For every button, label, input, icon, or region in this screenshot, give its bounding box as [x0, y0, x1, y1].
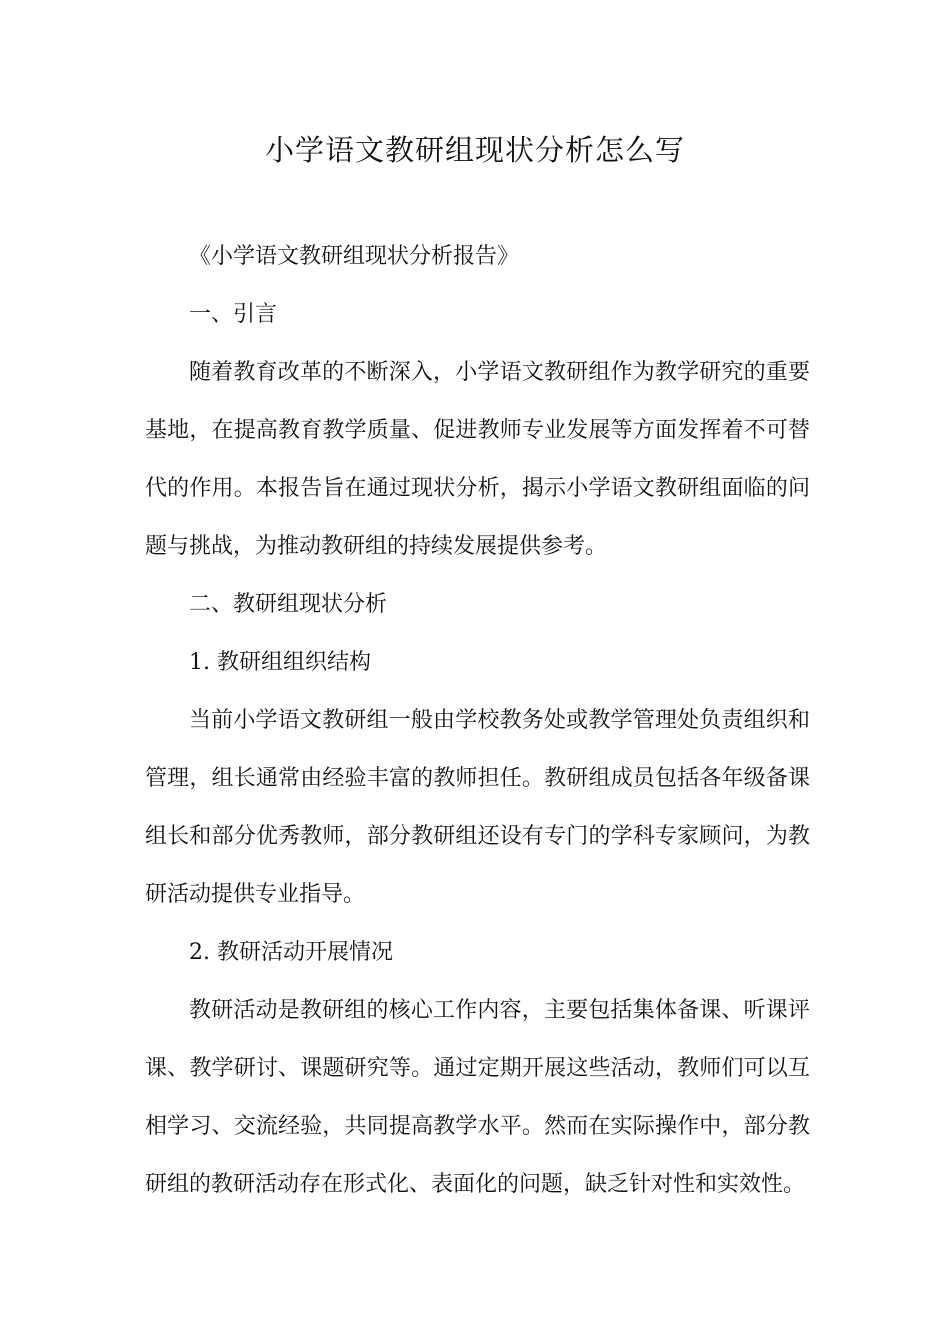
section-heading-intro: 一、引言	[189, 302, 278, 327]
section-heading-analysis: 二、教研组现状分析	[189, 592, 388, 617]
subsection-heading-activities: 2. 教研活动开展情况	[189, 940, 393, 965]
page-title: 小学语文教研组现状分析怎么写	[264, 133, 685, 167]
report-title: 《小学语文教研组现状分析报告》	[189, 244, 520, 269]
paragraph-intro: 随着教育改革的不断深入，小学语文教研组作为教学研究的重要基地，在提高教育教学质量、促进教师专业发展等方面发挥着不可替代的作用。本报告旨在通过现状分析，揭示小学语文教研组面临的问题与挑战，为推动教研组的持续发展提供参考。	[145, 360, 810, 559]
paragraph-activities: 教研活动是教研组的核心工作内容，主要包括集体备课、听课评课、教学研讨、课题研究等。通过定期开展这些活动，教师们可以互相学习、交流经验，共同提高教学水平。然而在实际操作中，部分教研组的教研活动存在形式化、表面化的问题，缺乏针对性和实效性。	[145, 998, 810, 1197]
subsection-heading-structure: 1. 教研组组织结构	[189, 650, 371, 675]
paragraph-structure: 当前小学语文教研组一般由学校教务处或教学管理处负责组织和管理，组长通常由经验丰富的教师担任。教研组成员包括各年级备课组长和部分优秀教师，部分教研组还设有专门的学科专家顾问，为教研活动提供专业指导。	[145, 708, 810, 907]
document-body	[145, 228, 810, 1214]
